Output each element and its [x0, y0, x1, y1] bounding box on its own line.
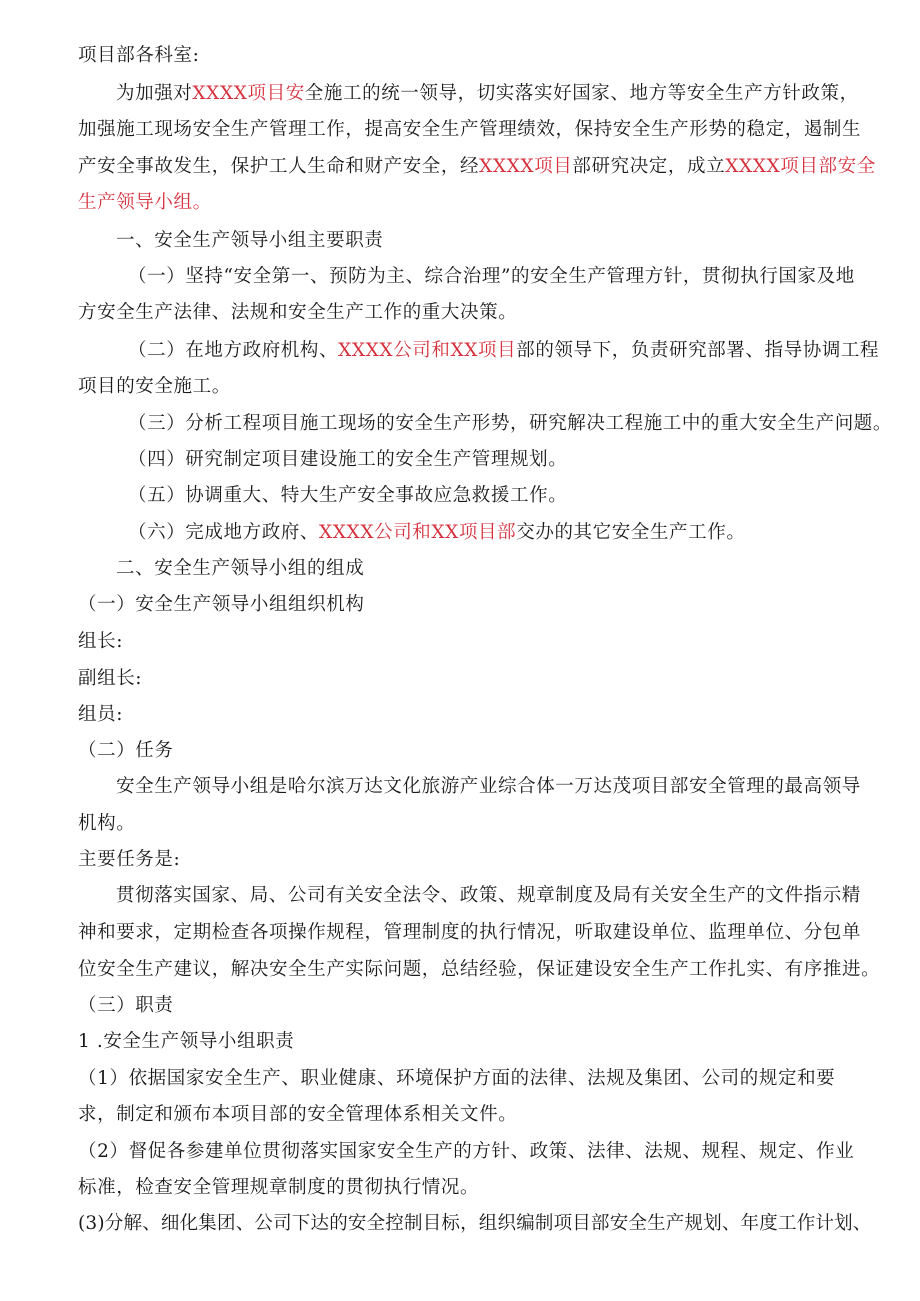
duty-item-1: （一）坚持“安全第一、预防为主、综合治理”的安全生产管理方针，贯彻执行国家及地 — [128, 266, 855, 287]
section-heading: 二、安全生产领导小组的组成 — [116, 558, 365, 579]
item-text: （二）在地方政府机构、 — [128, 340, 339, 361]
duty-item-2 — [128, 339, 898, 363]
item-text: （六）完成地方政府、 — [128, 522, 320, 543]
leader-label: 组长: — [78, 631, 124, 652]
duty-item-1-cont: 方安全生产法律、法规和安全生产工作的重大决策。 — [78, 302, 518, 323]
intro-line-4: 生产领导小组。 — [78, 192, 212, 213]
intro-line-3 — [78, 155, 876, 179]
main-task-paragraph-cont: 神和要求，定期检查各项操作规程，管理制度的执行情况，听取建设单位、监理单位、分包单 — [78, 922, 862, 943]
main-task-label: 主要任务是: — [78, 849, 181, 870]
item-text: 部的领导下，负责研究部署、指导协调工程 — [516, 340, 880, 361]
deputy-leader-label: 副组长: — [78, 668, 143, 689]
duty-item-3: （三）分析工程项目施工现场的安全生产形势，研究解决工程施工中的重大安全生产问题。 — [128, 413, 893, 434]
duty-subheading: 1 .安全生产领导小组职责 — [78, 1031, 295, 1052]
highlight-text: XXXX项目部安全 — [725, 156, 876, 177]
duty-clause-1: （1）依据国家安全生产、职业健康、环境保护方面的法律、法规及集团、公司的规定和要 — [78, 1068, 836, 1089]
intro-text: 为加强对 — [116, 83, 193, 104]
duty-clause-1-cont: 求，制定和颁布本项目部的安全管理体系相关文件。 — [78, 1104, 518, 1125]
section-heading: 一、安全生产领导小组主要职责 — [116, 230, 384, 251]
task-paragraph-cont: 机构。 — [78, 813, 136, 834]
duty-item-6 — [128, 521, 898, 545]
subsection-heading: （二）任务 — [78, 740, 174, 761]
highlight-text: XXXX公司和XX项目 — [338, 340, 517, 361]
duty-clause-3: (3)分解、细化集团、公司下达的安全控制目标，组织编制项目部安全生产规划、年度工作计划、 — [78, 1213, 872, 1234]
duty-item-2-cont: 项目的安全施工。 — [78, 376, 231, 397]
intro-text: 产安全事故发生，保护工人生命和财产安全，经 — [78, 156, 480, 177]
task-paragraph: 安全生产领导小组是哈尔滨万达文化旅游产业综合体一万达茂项目部安全管理的最高领导 — [116, 776, 861, 797]
duty-clause-2-cont: 标准，检查安全管理规章制度的贯彻执行情况。 — [78, 1177, 480, 1198]
intro-line-1 — [116, 82, 886, 106]
main-task-paragraph-cont: 位安全生产建议，解决安全生产实际问题，总结经验，保证建设安全生产工作扎实、有序推进。 — [78, 959, 881, 980]
highlight-text: XXXX公司和XX项目部 — [319, 522, 517, 543]
intro-text: 全施工的统一领导，切实落实好国家、地方等安全生产方针政策， — [304, 83, 859, 104]
duty-item-4: （四）研究制定项目建设施工的安全生产管理规划。 — [128, 449, 568, 470]
intro-line-2: 加强施工现场安全生产管理工作，提高安全生产管理绩效，保持安全生产形势的稳定，遏制生 — [78, 119, 862, 140]
highlight-text: XXXX项目安 — [192, 83, 305, 104]
subsection-heading: （三）职责 — [78, 995, 174, 1016]
item-text: 交办的其它安全生产工作。 — [516, 522, 746, 543]
duty-item-5: （五）协调重大、特大生产安全事故应急救援工作。 — [128, 485, 568, 506]
members-label: 组员: — [78, 704, 124, 725]
main-task-paragraph: 贯彻落实国家、局、公司有关安全法令、政策、规章制度及局有关安全生产的文件指示精 — [116, 885, 861, 906]
salutation: 项目部各科室: — [78, 45, 200, 66]
duty-clause-2: （2）督促各参建单位贯彻落实国家安全生产的方针、政策、法律、法规、规程、规定、作业 — [78, 1141, 855, 1162]
highlight-text: XXXX项目 — [479, 156, 573, 177]
intro-text: 部研究决定，成立 — [572, 156, 726, 177]
subsection-heading: （一）安全生产领导小组组织机构 — [78, 594, 365, 615]
